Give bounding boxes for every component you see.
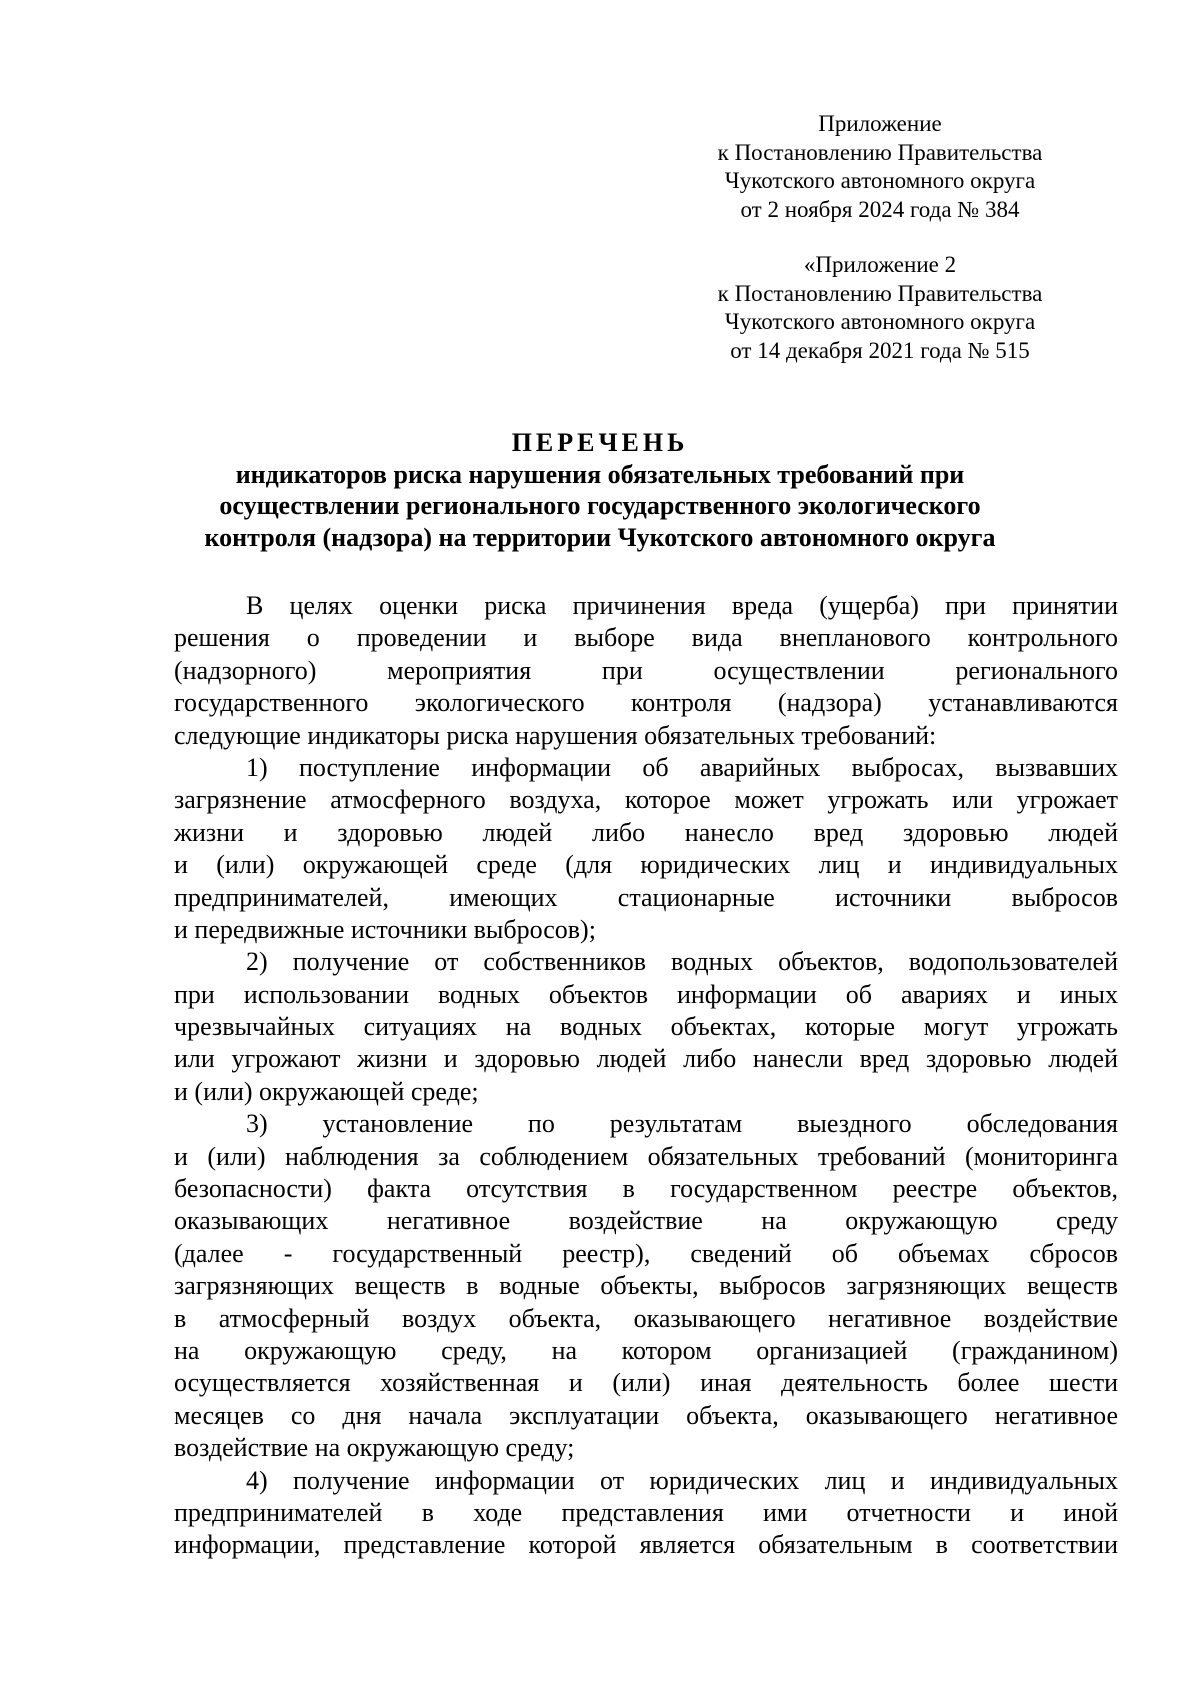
body-line: предпринимателей, имеющих стационарные источники выбросов (174, 882, 1118, 912)
annex-current-header (700, 110, 1060, 225)
body-line: и (или) окружающей среде; (174, 1076, 479, 1106)
body-line: жизни и здоровью людей либо нанесло вред здоровью людей (174, 817, 1118, 847)
body-line: воздействие на окружающую среду; (174, 1433, 575, 1463)
body-line: государственного экологического контроля (надзора) устанавливаются (174, 688, 1118, 718)
body-line: чрезвычайных ситуациях на водных объектах, которые могут угрожать (174, 1012, 1118, 1042)
annex-line: Чукотского автономного округа (724, 168, 1036, 194)
title-line: контроля (надзора) на территории Чукотского автономного округа (204, 522, 996, 552)
title-line: осуществлении регионального государственного экологического (219, 491, 981, 520)
body-line: и (или) наблюдения за соблюдением обязательных требований (мониторинга (174, 1141, 1118, 1171)
annex-previous-header (700, 251, 1060, 366)
body-line: месяцев со дня начала эксплуатации объекта, оказывающего негативное (174, 1400, 1118, 1430)
body-line: предпринимателей в ходе представления ими отчетности и иной (174, 1497, 1118, 1527)
body-line: осуществляется хозяйственная и (или) иная деятельность более шести (174, 1368, 1118, 1398)
annex-line: от 2 ноября 2024 года № 384 (740, 197, 1020, 223)
body-line: и передвижные источники выбросов); (174, 914, 596, 944)
annex-line: к Постановлению Правительства (717, 139, 1043, 165)
annex-line: Приложение (818, 111, 942, 136)
body-line: 3) установление по результатам выездного обследования (246, 1109, 1118, 1139)
body-line: 1) поступление информации об аварийных выбросах, вызвавших (246, 752, 1118, 782)
body-line: загрязнение атмосферного воздуха, которое может угрожать или угрожает (174, 785, 1118, 815)
document-title (150, 427, 1050, 553)
annex-line: от 14 декабря 2021 года № 515 (730, 338, 1030, 364)
document-body (174, 590, 1118, 1562)
body-line: (надзорного) мероприятия при осуществлении регионального (174, 655, 1118, 685)
annex-line: Чукотского автономного округа (724, 309, 1036, 335)
body-line: и (или) окружающей среде (для юридических лиц и индивидуальных (174, 850, 1118, 880)
title-heading: ПЕРЕЧЕНЬ (511, 428, 689, 457)
body-line: оказывающих негативное воздействие на окружающую среду (174, 1206, 1118, 1236)
body-line: решения о проведении и выборе вида внепланового контрольного (174, 623, 1118, 653)
annex-line: к Постановлению Правительства (717, 280, 1043, 306)
body-line: В целях оценки риска причинения вреда (ущерба) при принятии (246, 591, 1118, 620)
body-line: загрязняющих веществ в водные объекты, выбросов загрязняющих веществ (174, 1271, 1118, 1301)
body-line: информации, представление которой является обязательным в соответствии (174, 1530, 1118, 1560)
body-line: 4) получение информации от юридических лиц и индивидуальных (246, 1465, 1118, 1495)
body-line: на окружающую среду, на котором организацией (гражданином) (174, 1335, 1118, 1365)
body-line: или угрожают жизни и здоровью людей либо нанесли вред здоровью людей (174, 1044, 1118, 1074)
body-line: при использовании водных объектов информации об авариях и иных (174, 979, 1118, 1009)
body-line: (далее - государственный реестр), сведений об объемах сбросов (174, 1238, 1118, 1268)
body-line: 2) получение от собственников водных объектов, водопользователей (246, 947, 1118, 977)
body-line: безопасности) факта отсутствия в государственном реестре объектов, (174, 1174, 1118, 1204)
annex-line: «Приложение 2 (803, 252, 957, 277)
body-line: следующие индикаторы риска нарушения обязательных требований: (174, 720, 937, 750)
body-line: в атмосферный воздух объекта, оказывающего негативное воздействие (174, 1303, 1118, 1333)
title-line: индикаторов риска нарушения обязательных требований при (235, 459, 965, 489)
